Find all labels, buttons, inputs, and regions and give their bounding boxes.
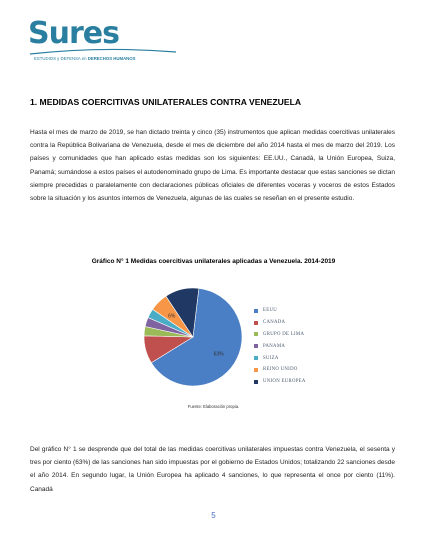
chart-frame [113,281,343,399]
legend-swatch [254,380,258,384]
legend-label: UNION EUROPEA [263,379,306,385]
analysis-paragraph: Del gráfico N° 1 se desprende que del total de las medidas coercitivas unilaterales impuestas contra Venezuela, el sesenta y tres por ciento (63%) de las sanciones han sido impuestas por el gobierno de Estados Unidos; totalizando 22 sanciones desde el año 2014. En segundo lugar, la Unión Europea ha aplicado 4 sanciones, lo que representa el once por ciento (11%). Canadá [30,446,395,493]
chart-legend [254,305,306,388]
legend-item [254,305,306,317]
sures-logo [28,18,178,68]
legend-item [254,352,306,364]
legend-swatch [254,368,258,372]
legend-label: CANADA [263,320,286,326]
figure-source: Fuente: Elaboración propia. [187,404,240,409]
legend-swatch [254,344,258,348]
legend-item [254,376,306,388]
logo-swoosh [28,48,178,56]
legend-label: REINO UNIDO [263,367,298,373]
legend-swatch [254,332,258,336]
legend-swatch [254,309,258,313]
legend-item [254,317,306,329]
pie-chart [113,281,343,399]
logo-wordmark: Sures [28,16,119,51]
legend-label: EEUU [263,308,277,314]
legend-swatch [254,321,258,325]
legend-label: GRUPO DE LIMA [263,331,305,337]
logo-tagline: ESTUDIOS y DEFENSA en DERECHOS HUMANOS [34,56,136,61]
legend-item [254,329,306,341]
pie-data-label: 6% [168,313,176,320]
legend-label: PANAMA [263,343,286,349]
intro-paragraph: Hasta el mes de marzo de 2019, se han dictado treinta y cinco (35) instrumentos que aplican medidas coercitivas unilaterales contra la República Bolivariana de Venezuela, desde el mes de diciembre del año 2014 hasta el mes de marzo del 2019. Los países y comunidades que han aplicado estas medidas son los siguientes: EE.UU., Canadá, la Unión Europea, Suiza, Panamá; sumándose a estos países el autodenominado grupo de Lima. Es importante destacar que estas sanciones se dictan siempre precedidas o paralelamente con declaraciones públicas oficiales de diferentes voceras y voceros de estos Estados sobre la situación y los asuntos internos de Venezuela, algunas de las cuales se reseñan en el presente estudio. [30,129,395,203]
pie-data-label: 63% [213,351,224,358]
legend-label: SUIZA [263,355,279,361]
section-heading: 1. MEDIDAS COERCITIVAS UNILATERALES CONTRA VENEZUELA [30,97,302,107]
legend-item [254,364,306,376]
legend-swatch [254,356,258,360]
legend-item [254,340,306,352]
page-number: 5 [211,511,216,520]
figure-title: Gráfico N° 1 Medidas coercitivas unilaterales aplicadas a Venezuela. 2014-2019 [91,258,336,265]
